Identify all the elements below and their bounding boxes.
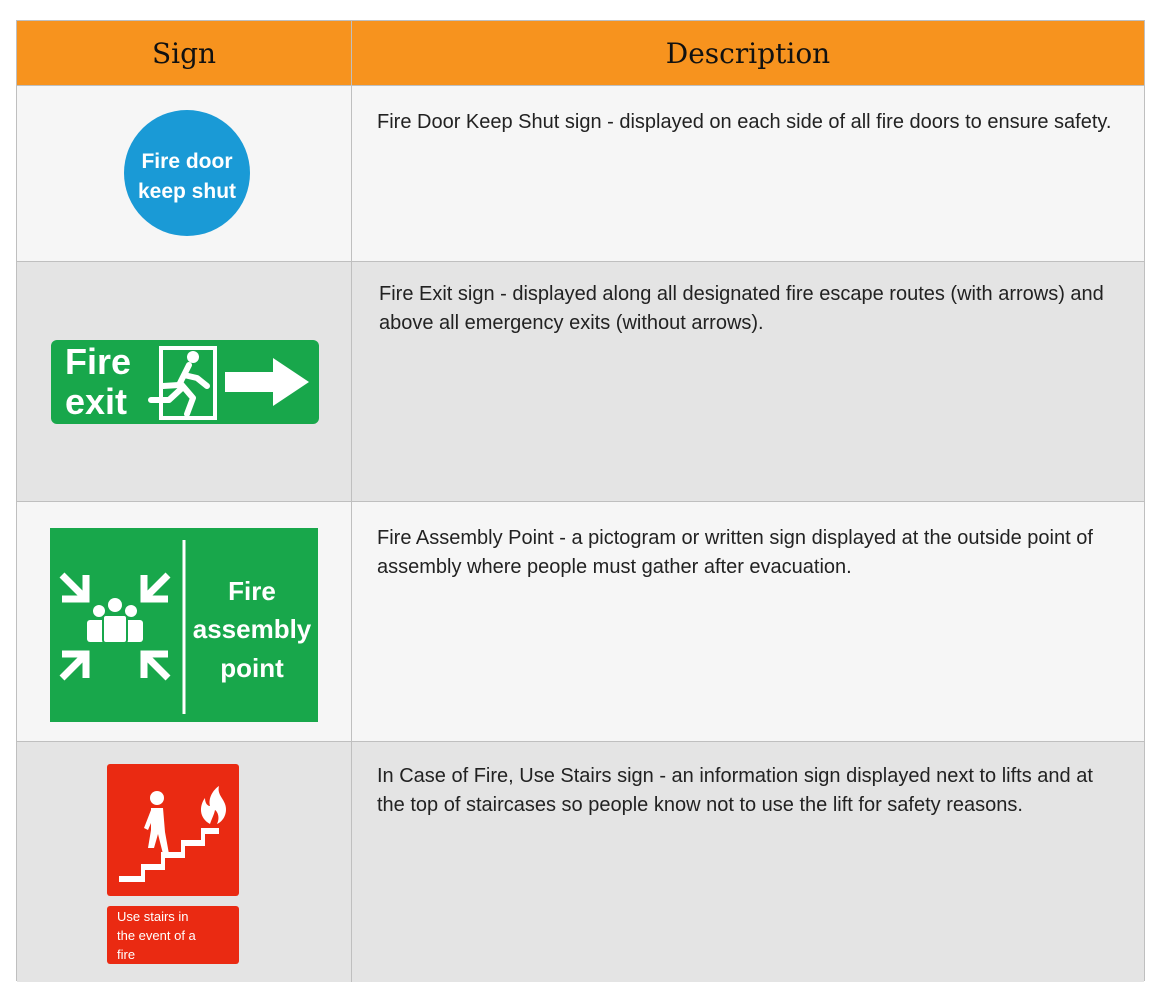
description-cell [352, 262, 1144, 501]
sign-text-line: Use stairs in [117, 909, 189, 924]
sign-text-line: the event of a [117, 928, 196, 943]
description-text: Fire Assembly Point - a pictogram or written sign displayed at the outside point of assembly where people must gather after evacuation. [377, 527, 1093, 578]
header-description: Description [665, 36, 831, 70]
sign-cell [17, 742, 352, 982]
sign-text-line: Fire door [141, 150, 233, 173]
table-row [17, 262, 1144, 502]
table-row [17, 502, 1144, 742]
description-cell [352, 502, 1144, 741]
sign-text-line: Fire [228, 576, 276, 606]
description-text: In Case of Fire, Use Stairs sign - an information sign displayed next to lifts and at the top of staircases so people know not to use the lift for safety reasons. [377, 765, 1093, 816]
fire-assembly-point-sign [50, 528, 318, 722]
sign-text-line: point [220, 653, 284, 683]
description-cell [352, 86, 1144, 261]
fire-exit-sign [51, 340, 319, 424]
table-row [17, 86, 1144, 262]
sign-text-line: exit [65, 381, 128, 422]
fire-signs-table [16, 20, 1145, 981]
sign-cell [17, 262, 352, 501]
sign-cell [17, 86, 352, 261]
description-text: Fire Exit sign - displayed along all designated fire escape routes (with arrows) and above all emergency exits (without arrows). [379, 283, 1104, 334]
table-header-row [17, 21, 1144, 86]
description-text: Fire Door Keep Shut sign - displayed on each side of all fire doors to ensure safety. [377, 111, 1112, 133]
table-row [17, 742, 1144, 982]
fire-door-keep-shut-sign [123, 109, 251, 237]
sign-cell [17, 502, 352, 741]
sign-text-line: keep shut [137, 180, 237, 203]
sign-text-line: assembly [192, 614, 312, 644]
sign-text-line: fire [117, 947, 136, 962]
description-cell [352, 742, 1144, 982]
running-man-icon [151, 348, 215, 418]
use-stairs-sign [107, 764, 241, 966]
header-sign: Sign [17, 21, 352, 85]
sign-text-line: Fire [65, 341, 132, 382]
